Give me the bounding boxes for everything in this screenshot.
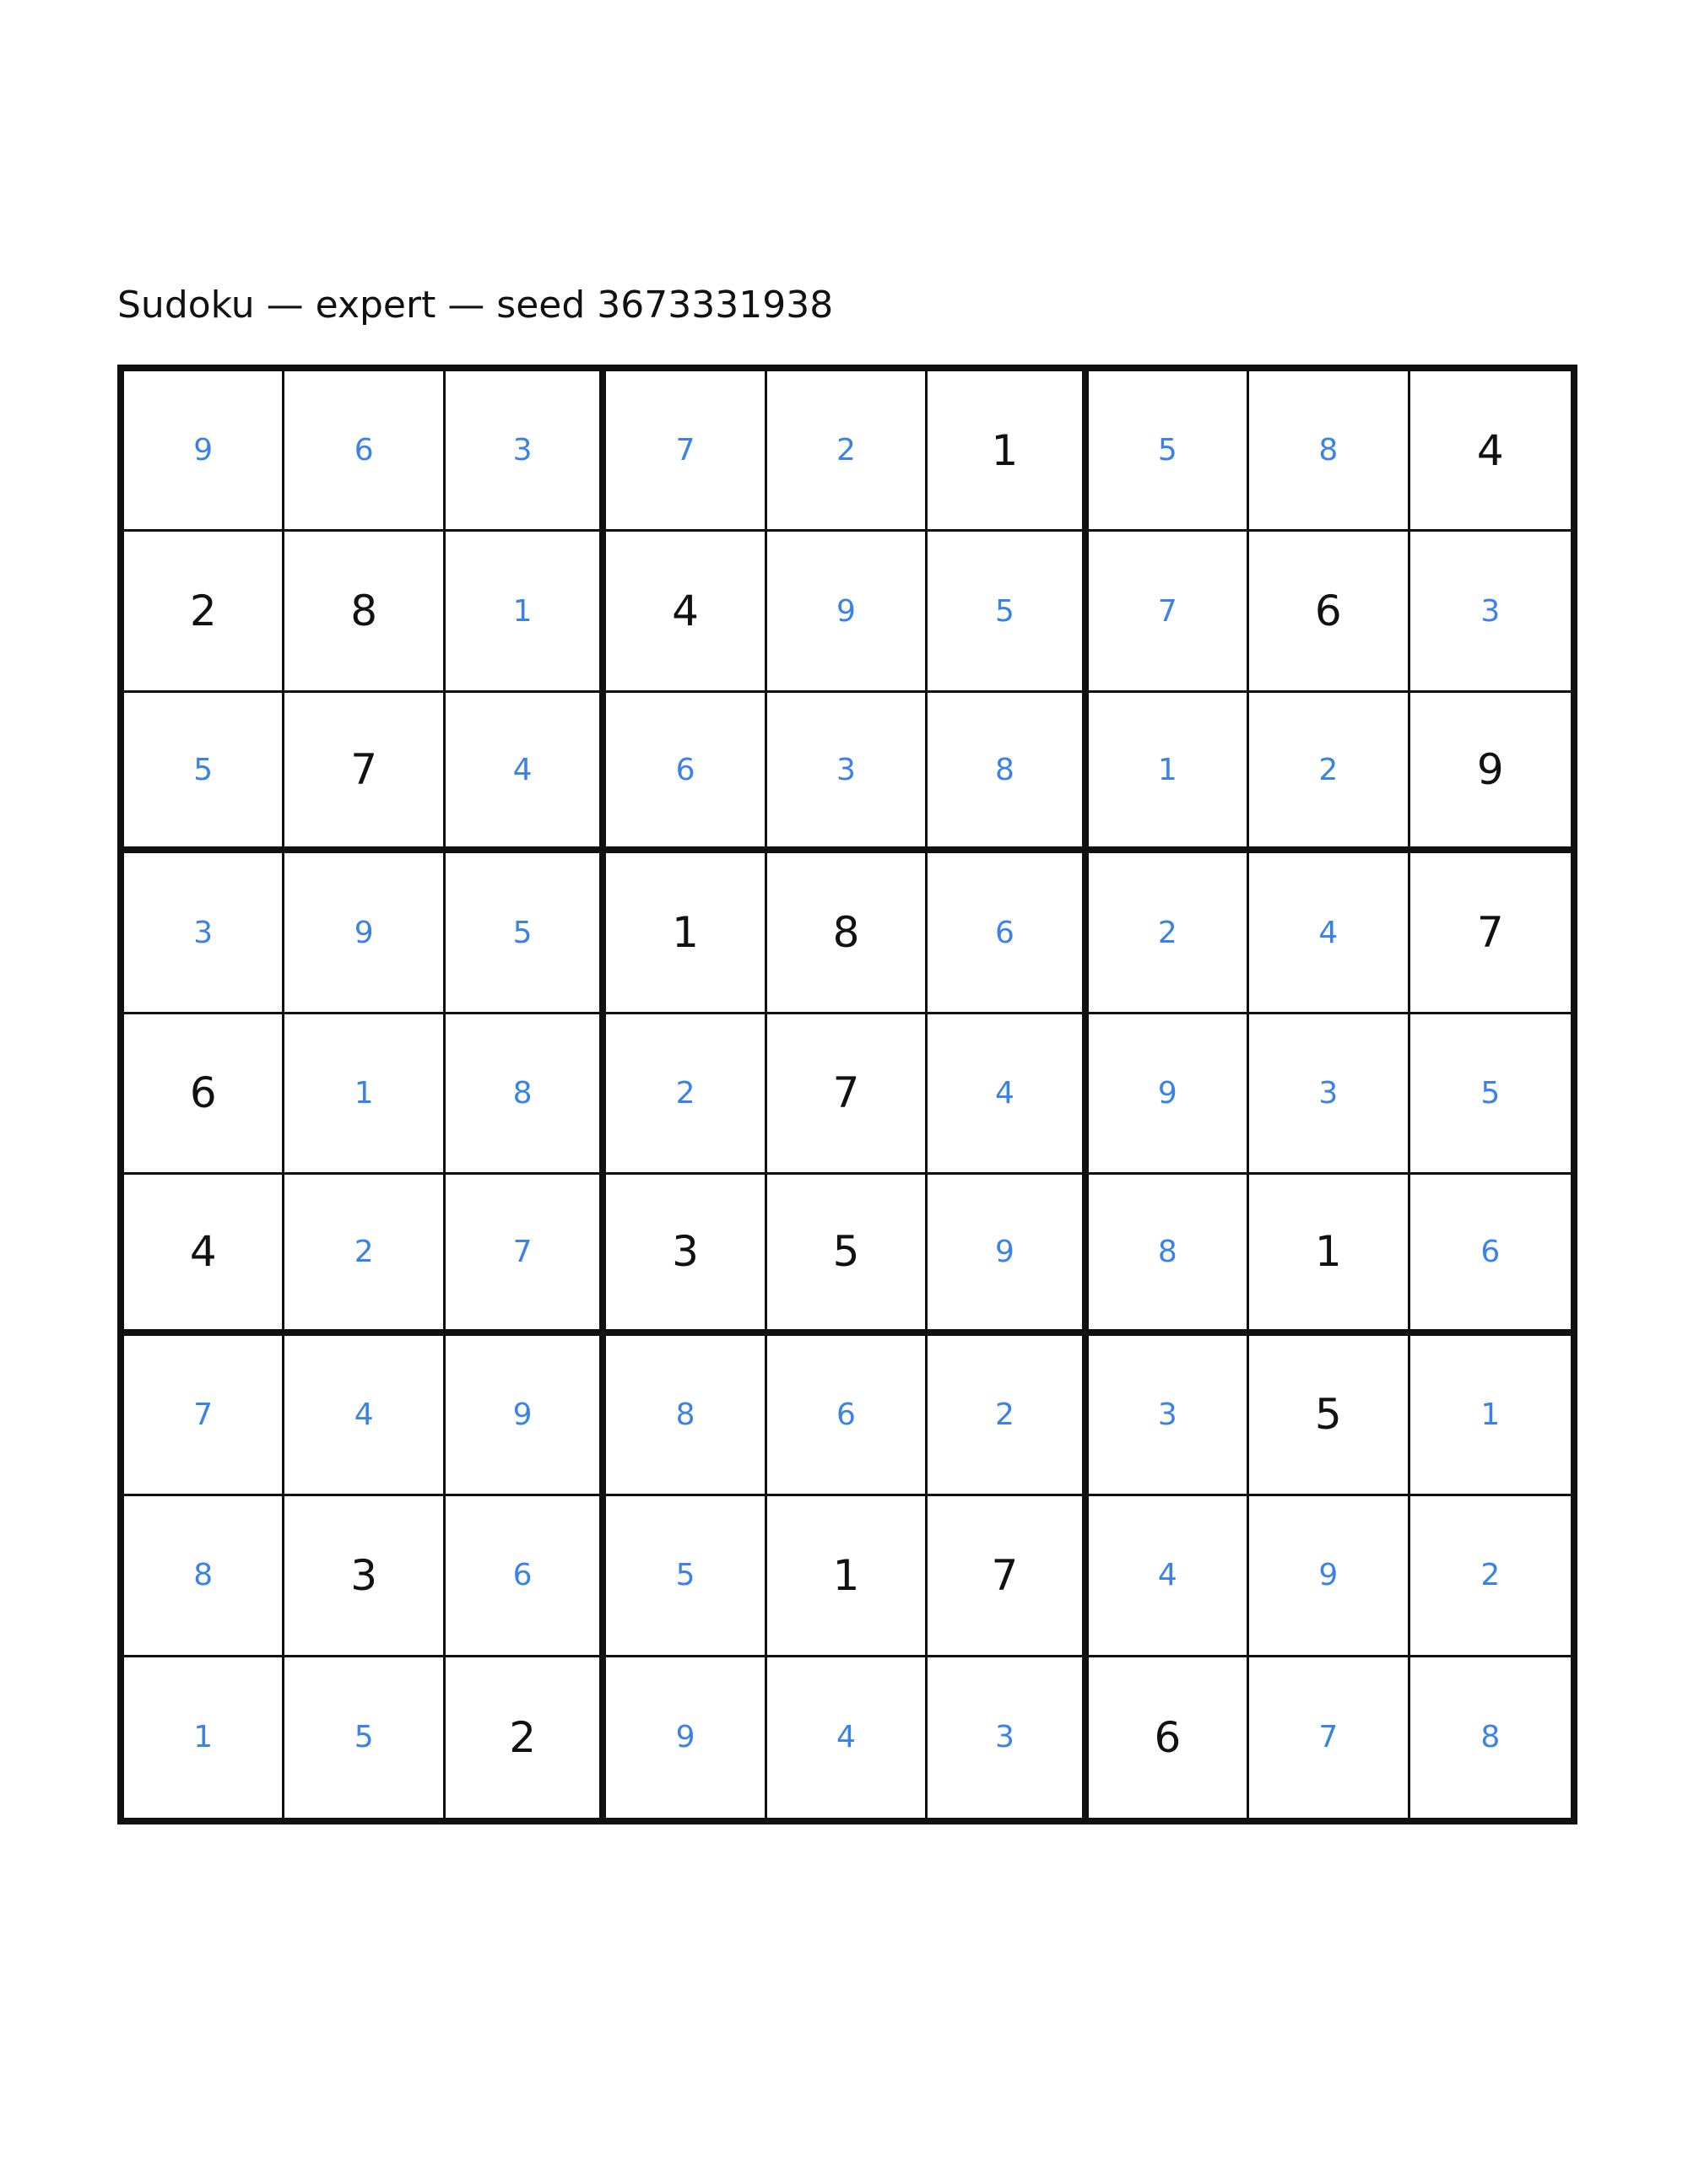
entered-digit: 5: [1480, 1075, 1501, 1111]
sudoku-cell-r9-c4[interactable]: [606, 1657, 766, 1818]
sudoku-cell-r6-c1: [124, 1175, 284, 1335]
sudoku-cell-r7-c6[interactable]: [928, 1336, 1088, 1496]
sudoku-cell-r4-c1[interactable]: [124, 853, 284, 1014]
sudoku-cell-r5-c1: [124, 1014, 284, 1175]
sudoku-cell-r4-c5: [767, 853, 928, 1014]
sudoku-cell-r2-c2: [284, 532, 445, 692]
puzzle-title: Sudoku — expert — seed 3673331938: [117, 284, 834, 327]
sudoku-cell-r1-c7[interactable]: [1089, 371, 1249, 532]
entered-digit: 4: [994, 1075, 1014, 1111]
entered-digit: 4: [836, 1720, 856, 1755]
entered-digit: 6: [1480, 1234, 1501, 1269]
entered-digit: 8: [1480, 1720, 1501, 1755]
given-digit: 7: [350, 745, 378, 795]
sudoku-cell-r7-c8: [1249, 1336, 1409, 1496]
entered-digit: 2: [1480, 1558, 1501, 1593]
sudoku-cell-r2-c5[interactable]: [767, 532, 928, 692]
given-digit: 1: [991, 425, 1019, 475]
sudoku-cell-r9-c2[interactable]: [284, 1657, 445, 1818]
entered-digit: 8: [675, 1397, 695, 1432]
sudoku-cell-r9-c8[interactable]: [1249, 1657, 1409, 1818]
sudoku-cell-r8-c7[interactable]: [1089, 1496, 1249, 1657]
entered-digit: 2: [354, 1234, 374, 1269]
sudoku-cell-r7-c4[interactable]: [606, 1336, 766, 1496]
sudoku-cell-r3-c7[interactable]: [1089, 693, 1249, 853]
sudoku-cell-r1-c5[interactable]: [767, 371, 928, 532]
sudoku-cell-r3-c3[interactable]: [446, 693, 606, 853]
sudoku-cell-r1-c4[interactable]: [606, 371, 766, 532]
sudoku-cell-r9-c7: [1089, 1657, 1249, 1818]
sudoku-cell-r6-c4: [606, 1175, 766, 1335]
sudoku-cell-r2-c6[interactable]: [928, 532, 1088, 692]
entered-digit: 3: [193, 915, 214, 950]
entered-digit: 3: [1157, 1397, 1177, 1432]
sudoku-cell-r5-c4[interactable]: [606, 1014, 766, 1175]
sudoku-cell-r4-c3[interactable]: [446, 853, 606, 1014]
given-digit: 1: [832, 1550, 860, 1600]
given-digit: 9: [1476, 745, 1504, 795]
entered-digit: 4: [1157, 1558, 1177, 1593]
given-digit: 7: [1476, 908, 1504, 958]
sudoku-cell-r7-c2[interactable]: [284, 1336, 445, 1496]
sudoku-cell-r6-c2[interactable]: [284, 1175, 445, 1335]
entered-digit: 4: [354, 1397, 374, 1432]
entered-digit: 2: [1318, 752, 1339, 787]
sudoku-cell-r5-c9[interactable]: [1410, 1014, 1571, 1175]
entered-digit: 8: [1318, 433, 1339, 468]
given-digit: 6: [1314, 587, 1342, 636]
entered-digit: 9: [1157, 1075, 1177, 1111]
given-digit: 4: [1476, 425, 1504, 475]
entered-digit: 7: [512, 1234, 533, 1269]
entered-digit: 1: [1157, 752, 1177, 787]
given-digit: 4: [189, 1227, 217, 1277]
sudoku-grid: [117, 365, 1577, 1825]
given-digit: 5: [832, 1227, 860, 1277]
sudoku-cell-r5-c2[interactable]: [284, 1014, 445, 1175]
sudoku-cell-r4-c9: [1410, 853, 1571, 1014]
sudoku-cell-r4-c8[interactable]: [1249, 853, 1409, 1014]
sudoku-cell-r2-c1: [124, 532, 284, 692]
sudoku-cell-r1-c1[interactable]: [124, 371, 284, 532]
sudoku-cell-r7-c9[interactable]: [1410, 1336, 1571, 1496]
entered-digit: 9: [1318, 1558, 1339, 1593]
sudoku-cell-r9-c3: [446, 1657, 606, 1818]
given-digit: 6: [1154, 1712, 1182, 1762]
sudoku-cell-r9-c6[interactable]: [928, 1657, 1088, 1818]
sudoku-cell-r4-c4: [606, 853, 766, 1014]
entered-digit: 3: [512, 433, 533, 468]
given-digit: 4: [672, 587, 699, 636]
entered-digit: 8: [994, 752, 1014, 787]
sudoku-cell-r3-c8[interactable]: [1249, 693, 1409, 853]
entered-digit: 5: [675, 1558, 695, 1593]
entered-digit: 9: [675, 1720, 695, 1755]
given-digit: 8: [350, 587, 378, 636]
sudoku-cell-r4-c2[interactable]: [284, 853, 445, 1014]
given-digit: 1: [1314, 1227, 1342, 1277]
sudoku-cell-r5-c6[interactable]: [928, 1014, 1088, 1175]
sudoku-cell-r5-c8[interactable]: [1249, 1014, 1409, 1175]
entered-digit: 6: [512, 1558, 533, 1593]
sudoku-cell-r6-c7[interactable]: [1089, 1175, 1249, 1335]
given-digit: 1: [672, 908, 699, 958]
entered-digit: 8: [512, 1075, 533, 1111]
sudoku-cell-r3-c2: [284, 693, 445, 853]
sudoku-cell-r7-c1[interactable]: [124, 1336, 284, 1496]
sudoku-cell-r5-c7[interactable]: [1089, 1014, 1249, 1175]
sudoku-cell-r5-c3[interactable]: [446, 1014, 606, 1175]
sudoku-cell-r2-c7[interactable]: [1089, 532, 1249, 692]
entered-digit: 9: [994, 1234, 1014, 1269]
sudoku-cell-r6-c5: [767, 1175, 928, 1335]
sudoku-cell-r6-c6[interactable]: [928, 1175, 1088, 1335]
sudoku-cell-r7-c5[interactable]: [767, 1336, 928, 1496]
entered-digit: 1: [1480, 1397, 1501, 1432]
entered-digit: 5: [354, 1720, 374, 1755]
sudoku-cell-r8-c4[interactable]: [606, 1496, 766, 1657]
sudoku-cell-r4-c6[interactable]: [928, 853, 1088, 1014]
given-digit: 2: [509, 1712, 536, 1762]
sudoku-cell-r1-c9: [1410, 371, 1571, 532]
entered-digit: 4: [1318, 915, 1339, 950]
given-digit: 3: [672, 1227, 699, 1277]
sudoku-cell-r2-c8: [1249, 532, 1409, 692]
given-digit: 5: [1314, 1390, 1342, 1440]
sudoku-cell-r2-c3[interactable]: [446, 532, 606, 692]
entered-digit: 9: [512, 1397, 533, 1432]
entered-digit: 7: [193, 1397, 214, 1432]
entered-digit: 4: [512, 752, 533, 787]
entered-digit: 9: [354, 915, 374, 950]
sudoku-cell-r8-c1[interactable]: [124, 1496, 284, 1657]
sudoku-cell-r6-c3[interactable]: [446, 1175, 606, 1335]
entered-digit: 2: [1157, 915, 1177, 950]
given-digit: 8: [832, 908, 860, 958]
entered-digit: 5: [1157, 433, 1177, 468]
entered-digit: 2: [994, 1397, 1014, 1432]
entered-digit: 8: [193, 1558, 214, 1593]
sudoku-cell-r8-c5: [767, 1496, 928, 1657]
sudoku-cell-r3-c9: [1410, 693, 1571, 853]
sudoku-cell-r8-c8[interactable]: [1249, 1496, 1409, 1657]
entered-digit: 5: [193, 752, 214, 787]
sudoku-cell-r9-c5[interactable]: [767, 1657, 928, 1818]
given-digit: 7: [832, 1068, 860, 1118]
sudoku-cell-r7-c3[interactable]: [446, 1336, 606, 1496]
sudoku-cell-r8-c3[interactable]: [446, 1496, 606, 1657]
sudoku-cell-r9-c9[interactable]: [1410, 1657, 1571, 1818]
sudoku-cell-r2-c4: [606, 532, 766, 692]
entered-digit: 7: [1318, 1720, 1339, 1755]
entered-digit: 5: [512, 915, 533, 950]
entered-digit: 7: [675, 433, 695, 468]
entered-digit: 3: [994, 1720, 1014, 1755]
entered-digit: 5: [994, 593, 1014, 629]
entered-digit: 1: [193, 1720, 214, 1755]
sudoku-cell-r8-c2: [284, 1496, 445, 1657]
sudoku-cell-r4-c7[interactable]: [1089, 853, 1249, 1014]
entered-digit: 6: [675, 752, 695, 787]
entered-digit: 7: [1157, 593, 1177, 629]
sudoku-cell-r5-c5: [767, 1014, 928, 1175]
entered-digit: 9: [193, 433, 214, 468]
sudoku-cell-r3-c5[interactable]: [767, 693, 928, 853]
given-digit: 7: [991, 1550, 1019, 1600]
entered-digit: 2: [675, 1075, 695, 1111]
entered-digit: 6: [836, 1397, 856, 1432]
sudoku-cell-r3-c1[interactable]: [124, 693, 284, 853]
given-digit: 6: [189, 1068, 217, 1118]
entered-digit: 8: [1157, 1234, 1177, 1269]
sudoku-cell-r2-c9[interactable]: [1410, 532, 1571, 692]
entered-digit: 1: [512, 593, 533, 629]
sudoku-cell-r3-c6[interactable]: [928, 693, 1088, 853]
entered-digit: 6: [354, 433, 374, 468]
sudoku-cell-r1-c2[interactable]: [284, 371, 445, 532]
sudoku-cell-r1-c6: [928, 371, 1088, 532]
sudoku-cell-r8-c9[interactable]: [1410, 1496, 1571, 1657]
entered-digit: 3: [1318, 1075, 1339, 1111]
entered-digit: 9: [836, 593, 856, 629]
entered-digit: 6: [994, 915, 1014, 950]
sudoku-cell-r3-c4[interactable]: [606, 693, 766, 853]
entered-digit: 1: [354, 1075, 374, 1111]
given-digit: 2: [189, 587, 217, 636]
sudoku-cell-r1-c3[interactable]: [446, 371, 606, 532]
sudoku-cell-r7-c7[interactable]: [1089, 1336, 1249, 1496]
entered-digit: 3: [1480, 593, 1501, 629]
entered-digit: 2: [836, 433, 856, 468]
sudoku-cell-r6-c8: [1249, 1175, 1409, 1335]
sudoku-cell-r8-c6: [928, 1496, 1088, 1657]
sudoku-cell-r1-c8[interactable]: [1249, 371, 1409, 532]
sudoku-cell-r6-c9[interactable]: [1410, 1175, 1571, 1335]
sudoku-cell-r9-c1[interactable]: [124, 1657, 284, 1818]
given-digit: 3: [350, 1550, 378, 1600]
entered-digit: 3: [836, 752, 856, 787]
